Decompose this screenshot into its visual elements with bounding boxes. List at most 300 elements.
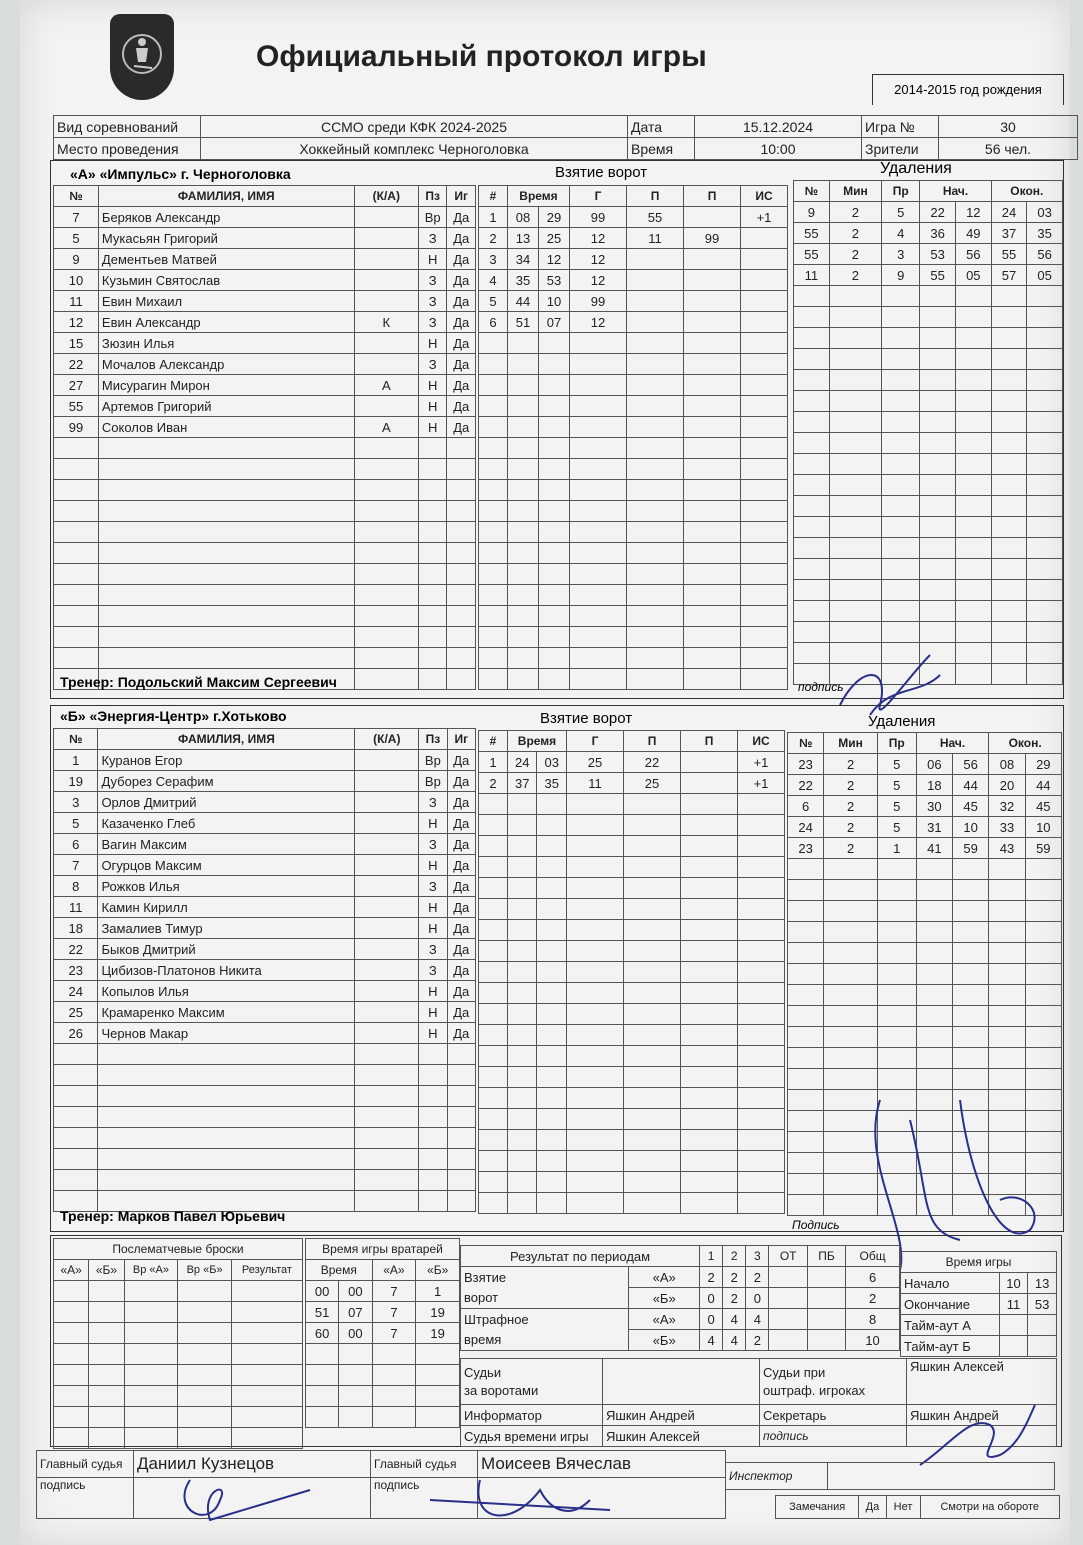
team-b-goals-title: Взятие ворот [540,710,633,727]
goal-a1 [627,312,684,333]
time-label: Время [628,138,695,160]
period-h-ot: ОТ [769,1246,807,1267]
timeout-a-label: Тайм-аут А [901,1315,1000,1336]
timekeeper-name: Яшкин Алексей [603,1426,760,1447]
goal-a1: 25 [624,773,681,794]
player-row [54,1023,476,1044]
period-team-a: «А» [629,1309,700,1330]
player-plays: Да [447,228,476,249]
pim-label-2: время [461,1330,629,1351]
roster-header: (К/А) [355,729,419,750]
player-name: Камин Кирилл [98,897,355,918]
penalty-ss: 56 [955,244,991,265]
penalty-judges-name: Яшкин Алексей [907,1359,1057,1405]
period-value [807,1267,845,1288]
player-plays: Да [447,291,476,312]
penalty-header: Нач. [916,733,989,754]
penalty-min: 2 [829,202,882,223]
date-value: 15.12.2024 [695,116,862,138]
player-pos: З [419,876,447,897]
goal-a2 [684,207,741,228]
team-a-sign-label: подпись [798,680,844,694]
player-ka [354,333,418,354]
goal-g: 11 [567,773,624,794]
goalie-time-b: 1 [416,1281,460,1302]
period-value [769,1288,807,1309]
empty-goal-row [479,585,788,606]
penalty-header: № [788,733,824,754]
date-label: Дата [628,116,695,138]
penalty-row [788,838,1062,859]
chief2-label: Главный судья [371,1451,478,1478]
penalty-pr: 5 [877,796,916,817]
game-start-min: 13 [1028,1273,1057,1294]
goal-ss: 12 [538,249,569,270]
chief1-sign-label: подпись [37,1478,134,1519]
time-value: 10:00 [695,138,862,160]
goalie-time-h-time: Время [306,1260,373,1281]
goal-ss: 35 [537,773,567,794]
player-num: 7 [54,855,98,876]
player-ka: А [354,417,418,438]
competition-value: ССМО среди КФК 2024-2025 [201,116,628,138]
goalie-time-mm: 51 [306,1302,339,1323]
team-b-goals [478,730,785,1214]
empty-goal-row [479,627,788,648]
player-ka: А [354,375,418,396]
pim-label-1: Штрафное [461,1309,629,1330]
see-back: Смотри на обороте [920,1496,1059,1519]
empty-penalty-row [788,901,1062,922]
player-plays: Да [447,1002,475,1023]
goal-row [479,752,785,773]
period-total: 8 [846,1309,900,1330]
goal-mm: 24 [508,752,537,773]
period-total: 10 [846,1330,900,1351]
empty-player-row [54,459,476,480]
game-start-label: Начало [901,1273,1000,1294]
empty-player-row [54,480,476,501]
empty-penalty-row [794,580,1063,601]
empty-goal-row [479,1025,785,1046]
empty-player-row [54,648,476,669]
empty-goal-row [479,333,788,354]
period-value: 2 [746,1330,769,1351]
goal-n: 2 [479,228,508,249]
player-row [54,897,476,918]
goal-ss: 53 [538,270,569,291]
penalty-sm: 41 [916,838,952,859]
page-title: Официальный протокол игры [256,40,707,73]
goal-ss: 25 [538,228,569,249]
empty-goal-row [479,1172,785,1193]
player-row [54,771,476,792]
penalty-sm: 36 [920,223,956,244]
period-h-total: Общ [846,1246,900,1267]
game-end-label: Окончание [901,1294,1000,1315]
empty-penalty-row [794,517,1063,538]
penalty-num: 9 [794,202,830,223]
goalie-time-a: 7 [372,1302,416,1323]
player-name: Цибизов-Платонов Никита [98,960,355,981]
goal-ss: 29 [538,207,569,228]
penalty-ss: 59 [952,838,988,859]
penalty-num: 11 [794,265,830,286]
empty-player-row [54,1044,476,1065]
player-name: Орлов Дмитрий [98,792,355,813]
penalty-pr: 3 [882,244,920,265]
goal-g: 12 [570,270,627,291]
goal-is: +1 [738,773,785,794]
player-ka [355,1023,419,1044]
goalie-time-b: 19 [416,1302,460,1323]
competition-label: Вид соревнований [54,116,201,138]
empty-player-row [54,1128,476,1149]
empty-player-row [54,1065,476,1086]
period-value: 4 [700,1330,723,1351]
player-name: Копылов Илья [98,981,355,1002]
empty-goal-row [479,1109,785,1130]
player-plays: Да [447,207,476,228]
penalty-judges-label-1: Судьи при [763,1364,826,1380]
player-row [54,750,476,771]
player-name: Куранов Егор [98,750,355,771]
goal-g: 99 [570,207,627,228]
penalty-sm: 22 [920,202,956,223]
goal-a1: 22 [624,752,681,773]
goal-mm: 51 [508,312,539,333]
period-total: 6 [846,1267,900,1288]
period-value: 2 [723,1267,746,1288]
goal-a2: 99 [684,228,741,249]
goal-header: П [627,186,684,207]
player-plays: Да [447,333,476,354]
goalie-time-ss: 00 [339,1281,372,1302]
empty-goal-row [479,522,788,543]
goal-judges-label-2: за воротами [464,1382,539,1398]
goal-mm: 13 [508,228,539,249]
penalty-pr: 5 [877,775,916,796]
empty-penalty-row [794,307,1063,328]
player-row [54,291,476,312]
player-row [54,960,476,981]
player-row [54,396,476,417]
team-a-title: «А» «Импульс» г. Черноголовка [70,166,291,182]
empty-player-row [54,438,476,459]
penalty-num: 24 [788,817,824,838]
goalie-time-b: 19 [416,1323,460,1344]
goal-g: 12 [570,312,627,333]
chief1-label: Главный судья [37,1451,134,1478]
secretary-sign-label: подпись [760,1426,907,1447]
penalty-sm: 53 [920,244,956,265]
empty-player-row [54,564,476,585]
penalty-em: 08 [989,754,1025,775]
penalty-row [788,775,1062,796]
remarks-no[interactable]: Нет [886,1496,920,1519]
timekeeper-label: Судья времени игры [461,1426,603,1447]
empty-goal-row [479,1067,785,1088]
player-row [54,855,476,876]
empty-penalty-row [788,1048,1062,1069]
penalty-pr: 4 [882,223,920,244]
penalty-pr: 1 [877,838,916,859]
period-team-b: «Б» [629,1288,700,1309]
team-a-coach: Тренер: Подольский Максим Сергеевич [60,674,337,690]
player-ka [354,249,418,270]
player-num: 12 [54,312,99,333]
player-num: 10 [54,270,99,291]
goal-header: ИС [738,731,785,752]
player-pos: Н [418,333,447,354]
goal-n: 4 [479,270,508,291]
empty-penalty-row [794,286,1063,307]
penalty-em: 55 [991,244,1027,265]
goals-label-2: ворот [461,1288,629,1309]
player-pos: З [418,354,447,375]
game-no-value: 30 [939,116,1078,138]
goal-ss: 10 [538,291,569,312]
player-row [54,939,476,960]
empty-penalty-row [794,433,1063,454]
empty-penalty-row [788,985,1062,1006]
goal-n: 1 [479,752,508,773]
empty-goal-row [479,878,785,899]
player-row [54,354,476,375]
penalty-min: 2 [824,754,878,775]
hockey-player-icon [120,24,164,84]
roster-header: Пз [419,729,447,750]
penalty-ss: 45 [952,796,988,817]
empty-goal-row [479,983,785,1004]
goal-mm: 34 [508,249,539,270]
empty-goal-row [479,1130,785,1151]
goalie-time-mm: 60 [306,1323,339,1344]
chief1-name: Даниил Кузнецов [134,1451,371,1478]
penalty-em: 20 [989,775,1025,796]
empty-goal-row [479,459,788,480]
team-a-goals-title: Взятие ворот [555,164,648,181]
player-pos: З [418,228,447,249]
goal-n: 1 [479,207,508,228]
shootout-h-a: «А» [54,1260,89,1281]
penalty-em: 57 [991,265,1027,286]
empty-goal-row [479,480,788,501]
goalie-time-table [305,1238,460,1428]
empty-penalty-row [788,1027,1062,1048]
goalie-time-a: 7 [372,1323,416,1344]
player-plays: Да [447,312,476,333]
goal-is [741,228,788,249]
empty-goal-row [479,941,785,962]
player-ka [355,750,419,771]
player-row [54,834,476,855]
birth-year: 2014-2015 год рождения [872,74,1064,105]
player-name: Кузьмин Святослав [98,270,354,291]
period-results-title: Результат по периодам [461,1246,700,1267]
penalty-header: № [794,181,830,202]
period-team-b: «Б» [629,1330,700,1351]
player-ka [354,354,418,375]
penalty-num: 22 [788,775,824,796]
goals-label-1: Взятие [461,1267,629,1288]
team-b-coach: Тренер: Марков Павел Юрьевич [60,1208,286,1224]
player-ka [355,981,419,1002]
penalty-min: 2 [829,265,882,286]
empty-player-row [54,1107,476,1128]
penalty-es: 59 [1025,838,1061,859]
penalty-sm: 18 [916,775,952,796]
shootout-h-gk-a: Вр «А» [124,1260,178,1281]
penalty-header: Пр [877,733,916,754]
empty-goal-row [479,962,785,983]
goal-header: П [624,731,681,752]
penalty-em: 43 [989,838,1025,859]
player-name: Быков Дмитрий [98,939,355,960]
player-ka [355,897,419,918]
player-plays: Да [447,834,475,855]
player-pos: З [418,312,447,333]
period-h-2: 2 [723,1246,746,1267]
team-a-penalties [793,180,1063,685]
penalty-judges-label [760,1359,907,1405]
secretary-name: Яшкин Андрей [907,1405,1057,1426]
empty-penalty-row [788,943,1062,964]
penalty-row [794,202,1063,223]
player-num: 24 [54,981,98,1002]
player-ka [354,270,418,291]
goal-a1: 55 [627,207,684,228]
penalty-judges-label-2: оштраф. игроках [763,1382,866,1398]
empty-goal-row [479,564,788,585]
period-value: 4 [723,1309,746,1330]
empty-goal-row [479,606,788,627]
penalty-num: 23 [788,838,824,859]
period-value: 2 [723,1288,746,1309]
goal-is: +1 [738,752,785,773]
player-plays: Да [447,981,475,1002]
empty-goal-row [479,899,785,920]
player-num: 15 [54,333,99,354]
empty-goal-row [479,375,788,396]
player-ka [354,291,418,312]
penalty-ss: 05 [955,265,991,286]
penalty-header: Нач. [920,181,991,202]
goal-header: П [681,731,738,752]
timeout-b-label: Тайм-аут Б [901,1336,1000,1357]
chief2-name: Моисеев Вячеслав [478,1451,726,1478]
player-num: 11 [54,291,99,312]
player-name: Артемов Григорий [98,396,354,417]
penalty-sm: 31 [916,817,952,838]
empty-goal-row [479,857,785,878]
roster-header: № [54,729,98,750]
goalie-time-ss: 00 [339,1323,372,1344]
player-row [54,312,476,333]
penalty-ss: 56 [952,754,988,775]
player-num: 27 [54,375,99,396]
goal-row [479,207,788,228]
player-name: Казаченко Глеб [98,813,355,834]
team-a-penalties-title: Удаления [880,160,952,177]
player-plays: Да [447,876,475,897]
period-team-a: «А» [629,1267,700,1288]
empty-goal-row [479,543,788,564]
player-num: 9 [54,249,99,270]
goal-header: # [479,186,508,207]
goal-g: 12 [570,228,627,249]
roster-header: № [54,186,99,207]
player-row [54,876,476,897]
penalty-em: 32 [989,796,1025,817]
empty-goal-row [479,794,785,815]
player-plays: Да [447,939,475,960]
empty-penalty-row [794,538,1063,559]
period-value: 0 [700,1309,723,1330]
goal-a2 [681,752,738,773]
penalty-row [788,817,1062,838]
roster-header: Иг [447,186,476,207]
empty-penalty-row [794,454,1063,475]
goal-a1 [627,270,684,291]
player-ka [355,960,419,981]
player-row [54,228,476,249]
game-end-hour: 11 [999,1294,1028,1315]
goal-header: Г [567,731,624,752]
empty-goal-row [479,669,788,690]
chief-judges-table [36,1450,726,1519]
penalty-es: 05 [1027,265,1063,286]
empty-player-row [54,1086,476,1107]
player-plays: Да [447,750,475,771]
shootout-title: Послематчевые броски [54,1239,303,1260]
player-row [54,249,476,270]
goal-n: 2 [479,773,508,794]
shootout-h-result: Результат [231,1260,302,1281]
player-row [54,918,476,939]
team-b-penalties-title: Удаления [868,713,936,730]
empty-penalty-row [794,391,1063,412]
player-plays: Да [447,918,475,939]
player-pos: Н [418,417,447,438]
penalty-es: 56 [1027,244,1063,265]
player-pos: Н [419,918,447,939]
inspector-label: Инспектор [726,1463,828,1490]
player-ka [354,396,418,417]
player-ka [355,834,419,855]
empty-goal-row [479,1046,785,1067]
team-b-sign-label: Подпись [792,1218,840,1232]
player-row [54,207,476,228]
empty-penalty-row [794,559,1063,580]
penalty-header: Мин [829,181,882,202]
goal-a2 [681,773,738,794]
player-pos: Н [418,396,447,417]
penalty-num: 55 [794,244,830,265]
player-plays: Да [447,375,476,396]
empty-goal-row [479,1193,785,1214]
goal-a2 [684,291,741,312]
period-value: 4 [723,1330,746,1351]
player-ka [354,207,418,228]
goal-a2 [684,270,741,291]
period-h-3: 3 [746,1246,769,1267]
goal-g: 12 [570,249,627,270]
remarks-yes[interactable]: Да [859,1496,886,1519]
penalty-num: 55 [794,223,830,244]
goal-header: # [479,731,508,752]
period-value [807,1288,845,1309]
